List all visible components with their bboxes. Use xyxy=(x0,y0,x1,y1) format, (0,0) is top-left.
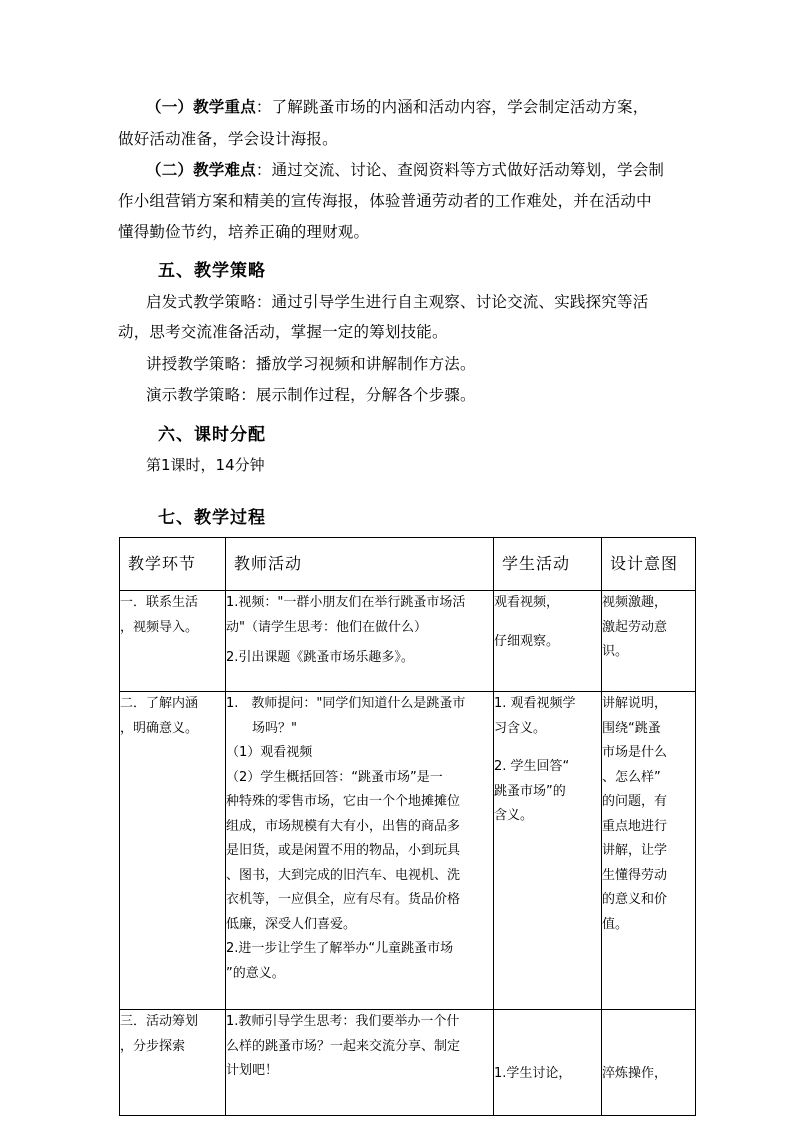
cell-line: 种特殊的零售市场，它由一个个地摊摊位 xyxy=(226,794,461,809)
student-activity-cell xyxy=(494,692,602,1010)
teaching-difficulty-label: （二）教学难点 xyxy=(146,161,256,179)
cell-line: 衣机等，一应俱全，应有尽有。货品价格 xyxy=(226,892,461,907)
cell-line: 识。 xyxy=(602,644,629,659)
cell-line: 习含义。 xyxy=(494,720,547,736)
teaching-focus-line2: 做好活动准备，学会设计海报。 xyxy=(118,130,338,148)
strategy-paragraph3: 演示教学策略：展示制作过程，分解各个步骤。 xyxy=(146,386,476,404)
cell-line: 的问题，有 xyxy=(602,794,668,809)
cell-line: 一．联系生活 xyxy=(120,595,199,610)
cell-line: 值。 xyxy=(602,916,629,932)
stage-cell xyxy=(120,591,226,692)
stage-cell xyxy=(120,692,226,1010)
cell-line: 、怎么样” xyxy=(602,769,661,785)
design-intent-cell xyxy=(602,692,696,1010)
section-heading-periods: 六、课时分配 xyxy=(158,425,266,445)
teacher-activity-cell xyxy=(226,692,494,1010)
teaching-difficulty-line2: 作小组营销方案和精美的宣传海报，体验普通劳动者的工作难处，并在活动中 xyxy=(118,192,652,210)
cell-line: 1.教师引导学生思考：我们要举办一个什 xyxy=(226,1014,460,1029)
cell-line: 1.视频："一群小朋友们在举行跳蚤市场活 xyxy=(226,595,466,610)
student-activity-cell xyxy=(494,1010,602,1116)
cell-line: 重点地进行 xyxy=(602,818,668,834)
cell-line: 、图书，大到完成的旧汽车、电视机、洗 xyxy=(226,867,461,883)
table-row xyxy=(120,591,696,692)
header-design-intent: 设计意图 xyxy=(602,538,696,591)
cell-line: ，明确意义。 xyxy=(120,720,199,736)
student-activity-cell xyxy=(494,591,602,692)
cell-line: 生懂得劳动 xyxy=(602,867,668,883)
strategy-paragraph1-line2: 动，思考交流准备活动，掌握一定的筹划技能。 xyxy=(118,323,448,341)
cell-line: 仔细观察。 xyxy=(494,633,560,649)
table-row xyxy=(120,692,696,1010)
strategy-paragraph2: 讲授教学策略：播放学习视频和讲解制作方法。 xyxy=(146,355,476,373)
cell-line: 围绕“跳蚤 xyxy=(602,720,661,736)
cell-line: 激起劳动意 xyxy=(602,619,668,635)
cell-line xyxy=(494,616,601,630)
cell-line: 低廉，深受人们喜爱。 xyxy=(226,916,357,932)
teacher-activity-cell xyxy=(226,591,494,692)
table-header-row xyxy=(120,538,696,591)
table-row xyxy=(120,1010,696,1116)
cell-line: 三．活动筹划 xyxy=(120,1014,199,1029)
cell-line: 讲解说明， xyxy=(602,696,668,711)
teaching-process-table xyxy=(119,537,696,1116)
cell-line: 1. 教师提问："同学们知道什么是跳蚤市 xyxy=(226,696,466,711)
cell-line: 1.学生讨论， xyxy=(494,1066,572,1081)
cell-line: （2）学生概括回答：“跳蚤市场”是一 xyxy=(226,769,443,785)
cell-line: 视频激趣， xyxy=(602,595,668,610)
cell-line: 1. 观看视频学 xyxy=(494,696,576,711)
cell-line: 市场是什么 xyxy=(602,745,668,760)
cell-line: （1）观看视频 xyxy=(226,745,313,760)
cell-line: 的意义和价 xyxy=(602,892,668,907)
cell-line: 含义。 xyxy=(494,808,534,823)
cell-line: 2.进一步让学生了解举办“儿童跳蚤市场 xyxy=(226,941,454,956)
cell-line: 二．了解内涵 xyxy=(120,696,199,711)
design-intent-cell xyxy=(602,1010,696,1116)
teaching-focus-line1: （一）教学重点：了解跳蚤市场的内涵和活动内容，学会制定活动方案， xyxy=(146,98,649,116)
cell-line: 计划吧！ xyxy=(226,1063,279,1078)
cell-line: ，视频导入。 xyxy=(120,619,199,635)
cell-line: 讲解，让学 xyxy=(602,843,668,858)
cell-line: 淬炼操作， xyxy=(602,1066,668,1081)
periods-text: 第1课时，14分钟 xyxy=(146,456,265,474)
cell-line: 动"（请学生思考：他们在做什么） xyxy=(226,619,427,635)
cell-line: 是旧货，或是闲置不用的物品，小到玩具 xyxy=(226,843,461,858)
cell-line xyxy=(494,741,601,755)
header-stage: 教学环节 xyxy=(120,538,226,591)
cell-line: 场吗？" xyxy=(226,720,297,736)
teaching-focus-label: （一）教学重点 xyxy=(146,98,256,116)
teaching-difficulty-line3: 懂得勤俭节约，培养正确的理财观。 xyxy=(118,223,370,241)
cell-line: 组成，市场规模有大有小，出售的商品多 xyxy=(226,818,461,834)
cell-line: ”的意义。 xyxy=(226,965,285,981)
cell-line: 观看视频， xyxy=(494,595,560,610)
teacher-activity-cell xyxy=(226,1010,494,1116)
section-heading-process: 七、教学过程 xyxy=(158,508,266,528)
stage-cell xyxy=(120,1010,226,1116)
section-heading-strategy: 五、教学策略 xyxy=(158,261,266,281)
cell-line: 么样的跳蚤市场？一起来交流分享、制定 xyxy=(226,1038,461,1054)
cell-line: 2. 学生回答“ xyxy=(494,759,570,774)
cell-line: 跳蚤市场”的 xyxy=(494,783,566,799)
design-intent-cell xyxy=(602,591,696,692)
header-teacher-activity: 教师活动 xyxy=(226,538,494,591)
cell-line: ，分步探索 xyxy=(120,1038,186,1054)
teaching-difficulty-line1: （二）教学难点：通过交流、讨论、查阅资料等方式做好活动筹划，学会制 xyxy=(146,161,665,179)
header-student-activity: 学生活动 xyxy=(494,538,602,591)
strategy-paragraph1-line1: 启发式教学策略：通过引导学生进行自主观察、讨论交流、实践探究等活 xyxy=(146,293,649,311)
cell-line: 2.引出课题《跳蚤市场乐趣多》。 xyxy=(226,650,414,665)
